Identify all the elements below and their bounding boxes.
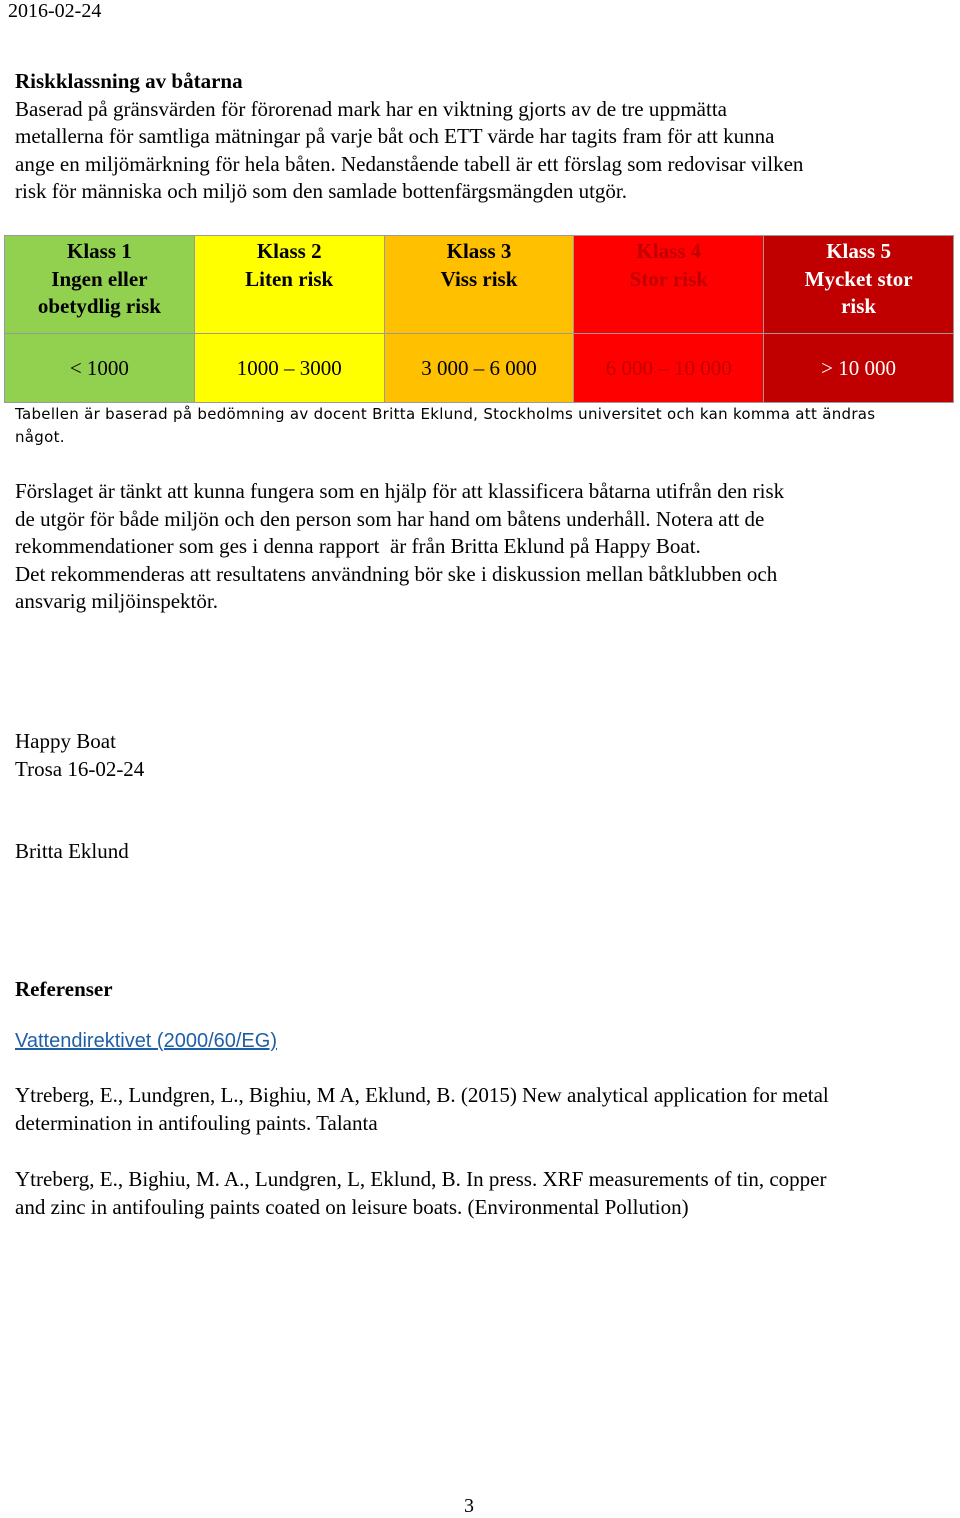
place-date: Trosa 16-02-24 (15, 756, 145, 781)
class-desc: Liten risk (245, 266, 334, 291)
class-2-cell (194, 236, 384, 334)
reference-2 (15, 1166, 955, 1221)
reference-1 (15, 1082, 955, 1137)
class-5-cell (764, 236, 954, 334)
class-1-cell (5, 236, 195, 334)
risk-class-table (4, 235, 954, 403)
class-desc: risk (841, 294, 877, 318)
table-note (15, 403, 915, 449)
class-names-row (5, 236, 954, 334)
class-4-range: 6 000 – 10 000 (574, 334, 764, 403)
paragraph-line: Det rekommenderas att resultatens användning bör ske i diskussion mellan båtklubben och (15, 561, 778, 586)
class-2-range: 1000 – 3000 (194, 334, 384, 403)
vattendirektivet-link[interactable]: Vattendirektivet (2000/60/EG) (15, 1030, 277, 1052)
class-desc: Stor risk (629, 266, 708, 291)
section-heading: Riskklassning av båtarna (15, 69, 243, 93)
references-heading: Referenser (15, 977, 113, 1001)
class-5-range: > 10 000 (764, 334, 954, 403)
page-number: 3 (464, 1495, 474, 1517)
reference-line: Ytreberg, E., Bighiu, M. A., Lundgren, L, Eklund, B. In press. XRF measurements of tin, copper (15, 1167, 827, 1191)
header-date: 2016-02-24 (8, 0, 102, 22)
class-title: Klass 5 (826, 239, 891, 263)
class-1-range: < 1000 (5, 334, 195, 403)
paragraph-line: ansvarig miljöinspektör. (15, 589, 218, 613)
class-title: Klass 2 (256, 239, 322, 263)
paragraph-line: de utgör för både miljön och den person som har hand om båtens underhåll. Notera att de (15, 506, 765, 531)
paragraph-line: Förslaget är tänkt att kunna fungera som en hjälp för att klassificera båtarna utifrån den risk (15, 479, 785, 503)
intro-line: ange en miljömärkning för hela båten. Nedanstående tabell är ett förslag som redovisar vilken (15, 151, 804, 176)
class-3-range: 3 000 – 6 000 (384, 334, 574, 403)
intro-section (15, 68, 945, 206)
class-title: Klass 3 (446, 239, 512, 263)
class-ranges-row (5, 334, 954, 403)
class-4-cell (574, 236, 764, 334)
intro-line: metallerna för samtliga mätningar på varje båt och ETT värde har tagits fram för att kunna (15, 124, 775, 148)
class-3-cell (384, 236, 574, 334)
signature-block (15, 728, 144, 783)
paragraph-line: rekommendationer som ges i denna rapport är från Britta Eklund på Happy Boat. (15, 534, 701, 558)
class-desc: obetydlig risk (37, 294, 161, 318)
class-desc: Mycket stor (804, 266, 913, 291)
table-note-line: något. (15, 428, 65, 446)
intro-line: Baserad på gränsvärden för förorenad mark har en viktning gjorts av de tre uppmätta (15, 96, 727, 121)
reference-line: Ytreberg, E., Lundgren, L., Bighiu, M A, Eklund, B. (2015) New analytical application for metal (15, 1083, 829, 1107)
class-desc: Viss risk (440, 266, 518, 291)
reference-line: and zinc in antifouling paints coated on leisure boats. (Environmental Pollution) (15, 1194, 689, 1219)
company-name: Happy Boat (15, 729, 116, 753)
signatory-name: Britta Eklund (15, 839, 129, 863)
recommendation-paragraph (15, 478, 945, 616)
class-title: Klass 1 (67, 239, 132, 263)
table-note-line: Tabellen är baserad på bedömning av docent Britta Eklund, Stockholms universitet och kan komma att ändras (15, 405, 876, 423)
reference-line: determination in antifouling paints. Talanta (15, 1110, 378, 1135)
class-desc: Ingen eller (51, 266, 148, 291)
class-title: Klass 4 (636, 239, 702, 263)
intro-line: risk för människa och miljö som den samlade bottenfärgsmängden utgör. (15, 179, 627, 203)
